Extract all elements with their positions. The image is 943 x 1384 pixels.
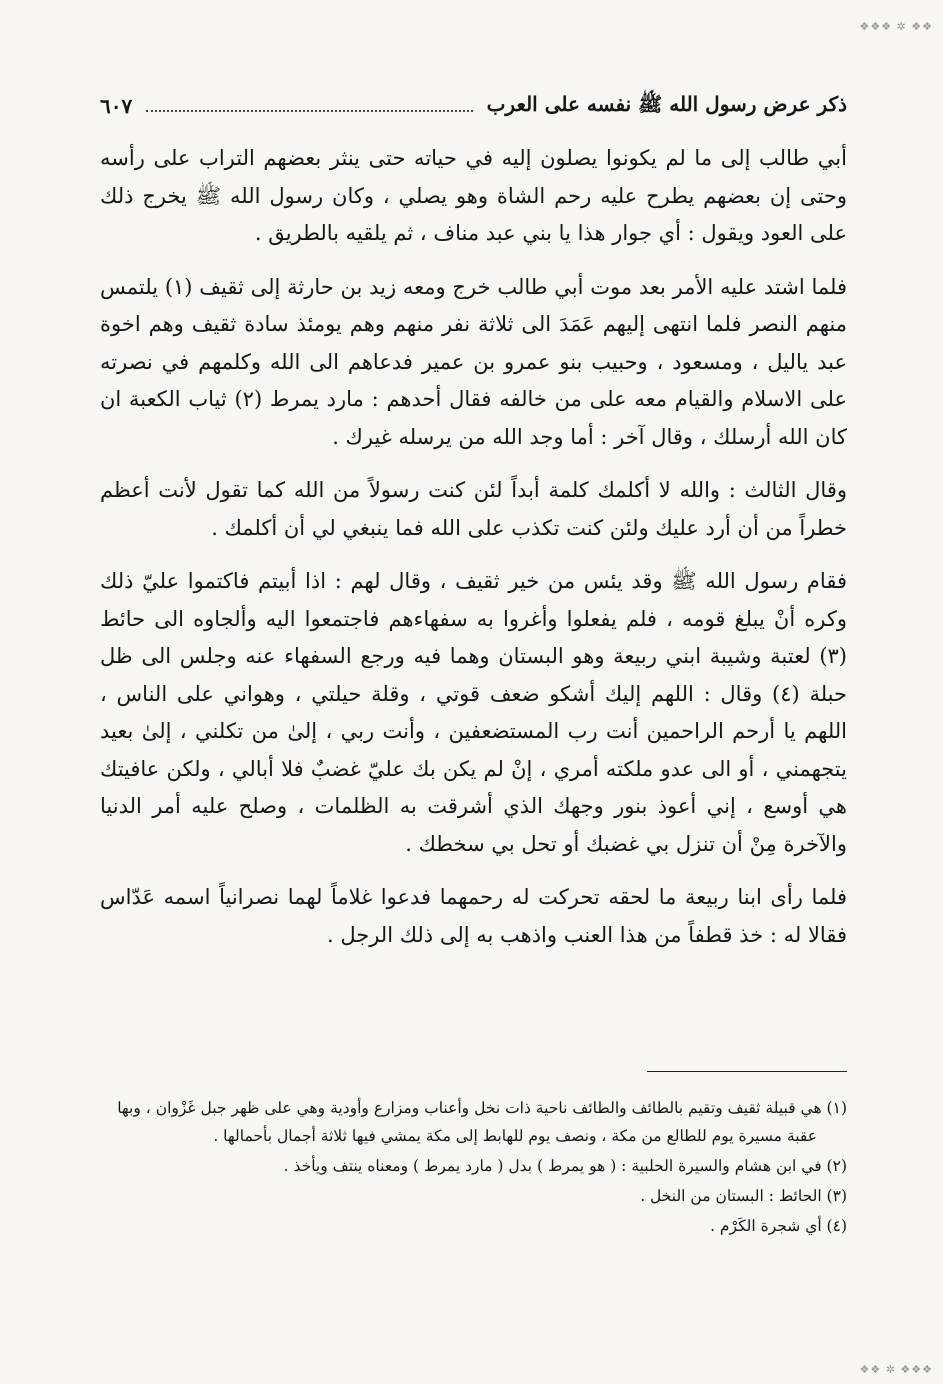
scan-edge-ornament-top: ❖❖❖ ✲ ❖❖ bbox=[859, 20, 933, 33]
footnote-1: (١) هي قبيلة ثقيف وتقيم بالطائف والطائف ناحية ذات نخل وأعناب ومزارع وأودية وهي على ظهر جبل غَزْوان ، وبها عقبة مسيرة يوم للطالع من مكة ، ونصف يوم للهابط إلى مكة يمشي فيها ثلاثة أجمال بأحمالها . bbox=[117, 1099, 847, 1145]
footnotes bbox=[100, 1094, 847, 1242]
footnote-3: (٣) الحائط : البستان من النخل . bbox=[640, 1187, 847, 1205]
running-title: ذكر عرض رسول الله ﷺ نفسه على العرب bbox=[486, 91, 847, 116]
main-text bbox=[100, 140, 847, 970]
footnote-2: (٢) في ابن هشام والسيرة الحلبية : ( هو يمرط ) بدل ( مارد يمرط ) ومعناه ينتف ويأخذ . bbox=[283, 1157, 847, 1175]
scan-edge-ornament-bottom: ❖❖ ✲ ❖❖❖ bbox=[859, 1363, 933, 1376]
paragraph-4: فقام رسول الله ﷺ وقد يئس من خير ثقيف ، وقال لهم : اذا أبيتم فاكتموا عليّ ذلك وكره أنْ يبلغ قومه ، فلم يفعلوا وأغروا به سفهاءهم فاجتمعوا اليه وألجاوه الى حائط (٣) لعتبة وشيبة ابني ربيعة وهو البستان وهما فيه ورجع السفهاء عنه وجلس الى ظل حبلة (٤) وقال : اللهم إليك أشكو ضعف قوتي ، وقلة حيلتي ، وهواني على الناس ، اللهم يا أرحم الراحمين أنت رب المستضعفين ، وأنت ربي ، إلىٰ من تكلني ، إلىٰ بعيد يتجهمني ، أو الى عدو ملكته أمري ، إنْ لم يكن بك عليّ غضبٌ فلا أبالي ، ولكن عافيتك هي أوسع ، إني أعوذ بنور وجهك الذي أشرقت به الظلمات ، وصلح عليه أمر الدنيا والآخرة مِنْ أن تنزل بي غضبك أو تحل بي سخطك . bbox=[100, 569, 847, 856]
footnote-separator bbox=[647, 1071, 847, 1072]
paragraph-1: أبي طالب إلى ما لم يكونوا يصلون إليه في حياته حتى ينثر بعضهم التراب على رأسه وحتى إن بعضهم يطرح عليه رحم الشاة وهو يصلي ، وكان رسول الله ﷺ يخرج ذلك على العود ويقول : أي جوار هذا يا بني عبد مناف ، ثم يلقيه بالطريق . bbox=[100, 146, 847, 245]
footnote-4: (٤) أي شجرة الكَرْم . bbox=[710, 1217, 847, 1235]
page-header bbox=[100, 86, 847, 126]
page-number: ٦٠٧ bbox=[100, 94, 133, 118]
paragraph-3: وقال الثالث : والله لا أكلمك كلمة أبداً لئن كنت رسولاً من الله كما تقول لأنت أعظم خطراً من أن أرد عليك ولئن كنت تكذب على الله فما ينبغي لي أن أكلمك . bbox=[100, 478, 847, 540]
header-dotted-leader bbox=[146, 100, 472, 112]
paragraph-2: فلما اشتد عليه الأمر بعد موت أبي طالب خرج ومعه زيد بن حارثة إلى ثقيف (١) يلتمس منهم النصر فلما انتهى إليهم عَمَدَ الى ثلاثة نفر منهم وهم يومئذ سادة ثقيف وهم اخوة عبد ياليل ، ومسعود ، وحبيب بنو عمرو بن عمير فدعاهم الى الله وكلمهم في نصرته على الاسلام والقيام معه على من خالفه فقال أحدهم : مارد يمرط (٢) ثياب الكعبة ان كان الله أرسلك ، وقال آخر : أما وجد الله من يرسله غيرك . bbox=[100, 274, 847, 449]
paragraph-5: فلما رأى ابنا ربيعة ما لحقه تحركت له رحمهما فدعوا غلاماً لهما نصرانياً اسمه عَدّاس فقالا له : خذ قطفاً من هذا العنب واذهب به إلى ذلك الرجل . bbox=[100, 885, 847, 947]
